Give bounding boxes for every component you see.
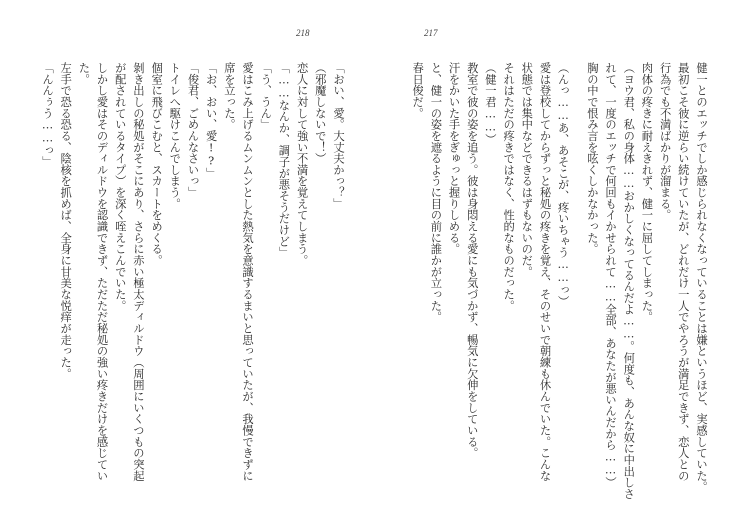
text-line: 状態では集中などできるはずもないのだ。 — [520, 62, 534, 278]
right-page-number: 217 — [424, 28, 438, 38]
right-page-text — [405, 62, 708, 500]
text-line: 「んんぅう……っ」 — [41, 62, 54, 168]
text-line: 「お、おい、愛!?」 — [204, 62, 218, 179]
text-line: 健一とのエッチでしか感じられなくなっていることは嫌というほど、実感していた。 — [695, 62, 708, 493]
text-line: 行為でも不満ばかりが溜まる。 — [658, 62, 672, 221]
text-line: しかし愛はそのディルドウを認識できず、ただただ秘処の強い疼きだけを感じてい — [95, 62, 109, 482]
text-line: 剝き出しの秘処がそこにあり、さらに赤い極太ディルドウ（周囲にいくつもの突起 — [131, 62, 145, 482]
text-line: 胸の中で恨み言を呟くしかなかった。 — [585, 62, 599, 255]
left-page-text — [41, 62, 345, 482]
text-line: れて、一度のエッチで何回もイかせられて……全部、あなたが悪いんだから……） — [604, 62, 618, 489]
text-line: 席を立った。 — [222, 62, 236, 130]
text-line: 左手で恐る恐る、陰核を抓めば、全身に甘美な悦痒が走った。 — [59, 62, 73, 380]
text-line: た。 — [77, 62, 91, 85]
text-line: （健一君……） — [483, 62, 497, 145]
text-line: 「……なんか、調子が悪そうだけど」 — [277, 62, 291, 259]
blank-line — [576, 62, 580, 462]
text-line: 愛は登校してからずっと秘処の疼きを覚え、そのせいで朝練も休んでいた。こんな — [538, 62, 552, 482]
text-line: （んっ……あ、あそこが、疼いちゃう……っ） — [556, 62, 570, 307]
text-line: 春日俊だ。 — [411, 62, 425, 119]
text-line: 汗をかいた手をぎゅっと握りしめる。 — [447, 62, 461, 255]
text-line: 恋人に対して強い不満を覚えてしまう。 — [295, 62, 309, 266]
text-line: と、健一の姿を遮るように目の前に誰かが立った。 — [429, 62, 443, 323]
text-line: 愛はこみ上げるムンムンとした熱気を意識するまいと思っていたが、我慢できずに — [241, 62, 255, 482]
text-line: 肉体の疼きに耐えきれず、健一に屈してしまった。 — [640, 62, 654, 323]
text-line: （邪魔しないで！） — [313, 62, 327, 164]
text-line: 「おい、愛。大丈夫かっ？」 — [332, 62, 345, 210]
text-line: が配されているタイプ）を深く咥えこんでいた。 — [113, 62, 127, 312]
text-line: トイレへ駆けこんでしまう。 — [168, 62, 182, 210]
left-page-number: 218 — [296, 28, 310, 38]
text-line: 最初こそ彼に逆らい続けていたが、どれだけ一人でやろうが満足できず、恋人との — [676, 62, 690, 482]
text-line: 教室で彼の姿を追う。彼は身悶える愛にも気づかず、暢気に欠伸をしている。 — [465, 62, 479, 459]
text-line: 「う、うん」 — [259, 62, 273, 130]
text-line: 「俊君、ごめんなさいっ」 — [186, 62, 200, 198]
text-line: （ヨウ君、私の身体……おかしくなってるんだよ……。何度も、あんな奴に中出しさ — [622, 62, 636, 500]
text-line: 個室に飛びこむと、スカートをめくる。 — [150, 62, 164, 266]
text-line: それはただの疼きではなく、性的なものだった。 — [502, 62, 516, 312]
